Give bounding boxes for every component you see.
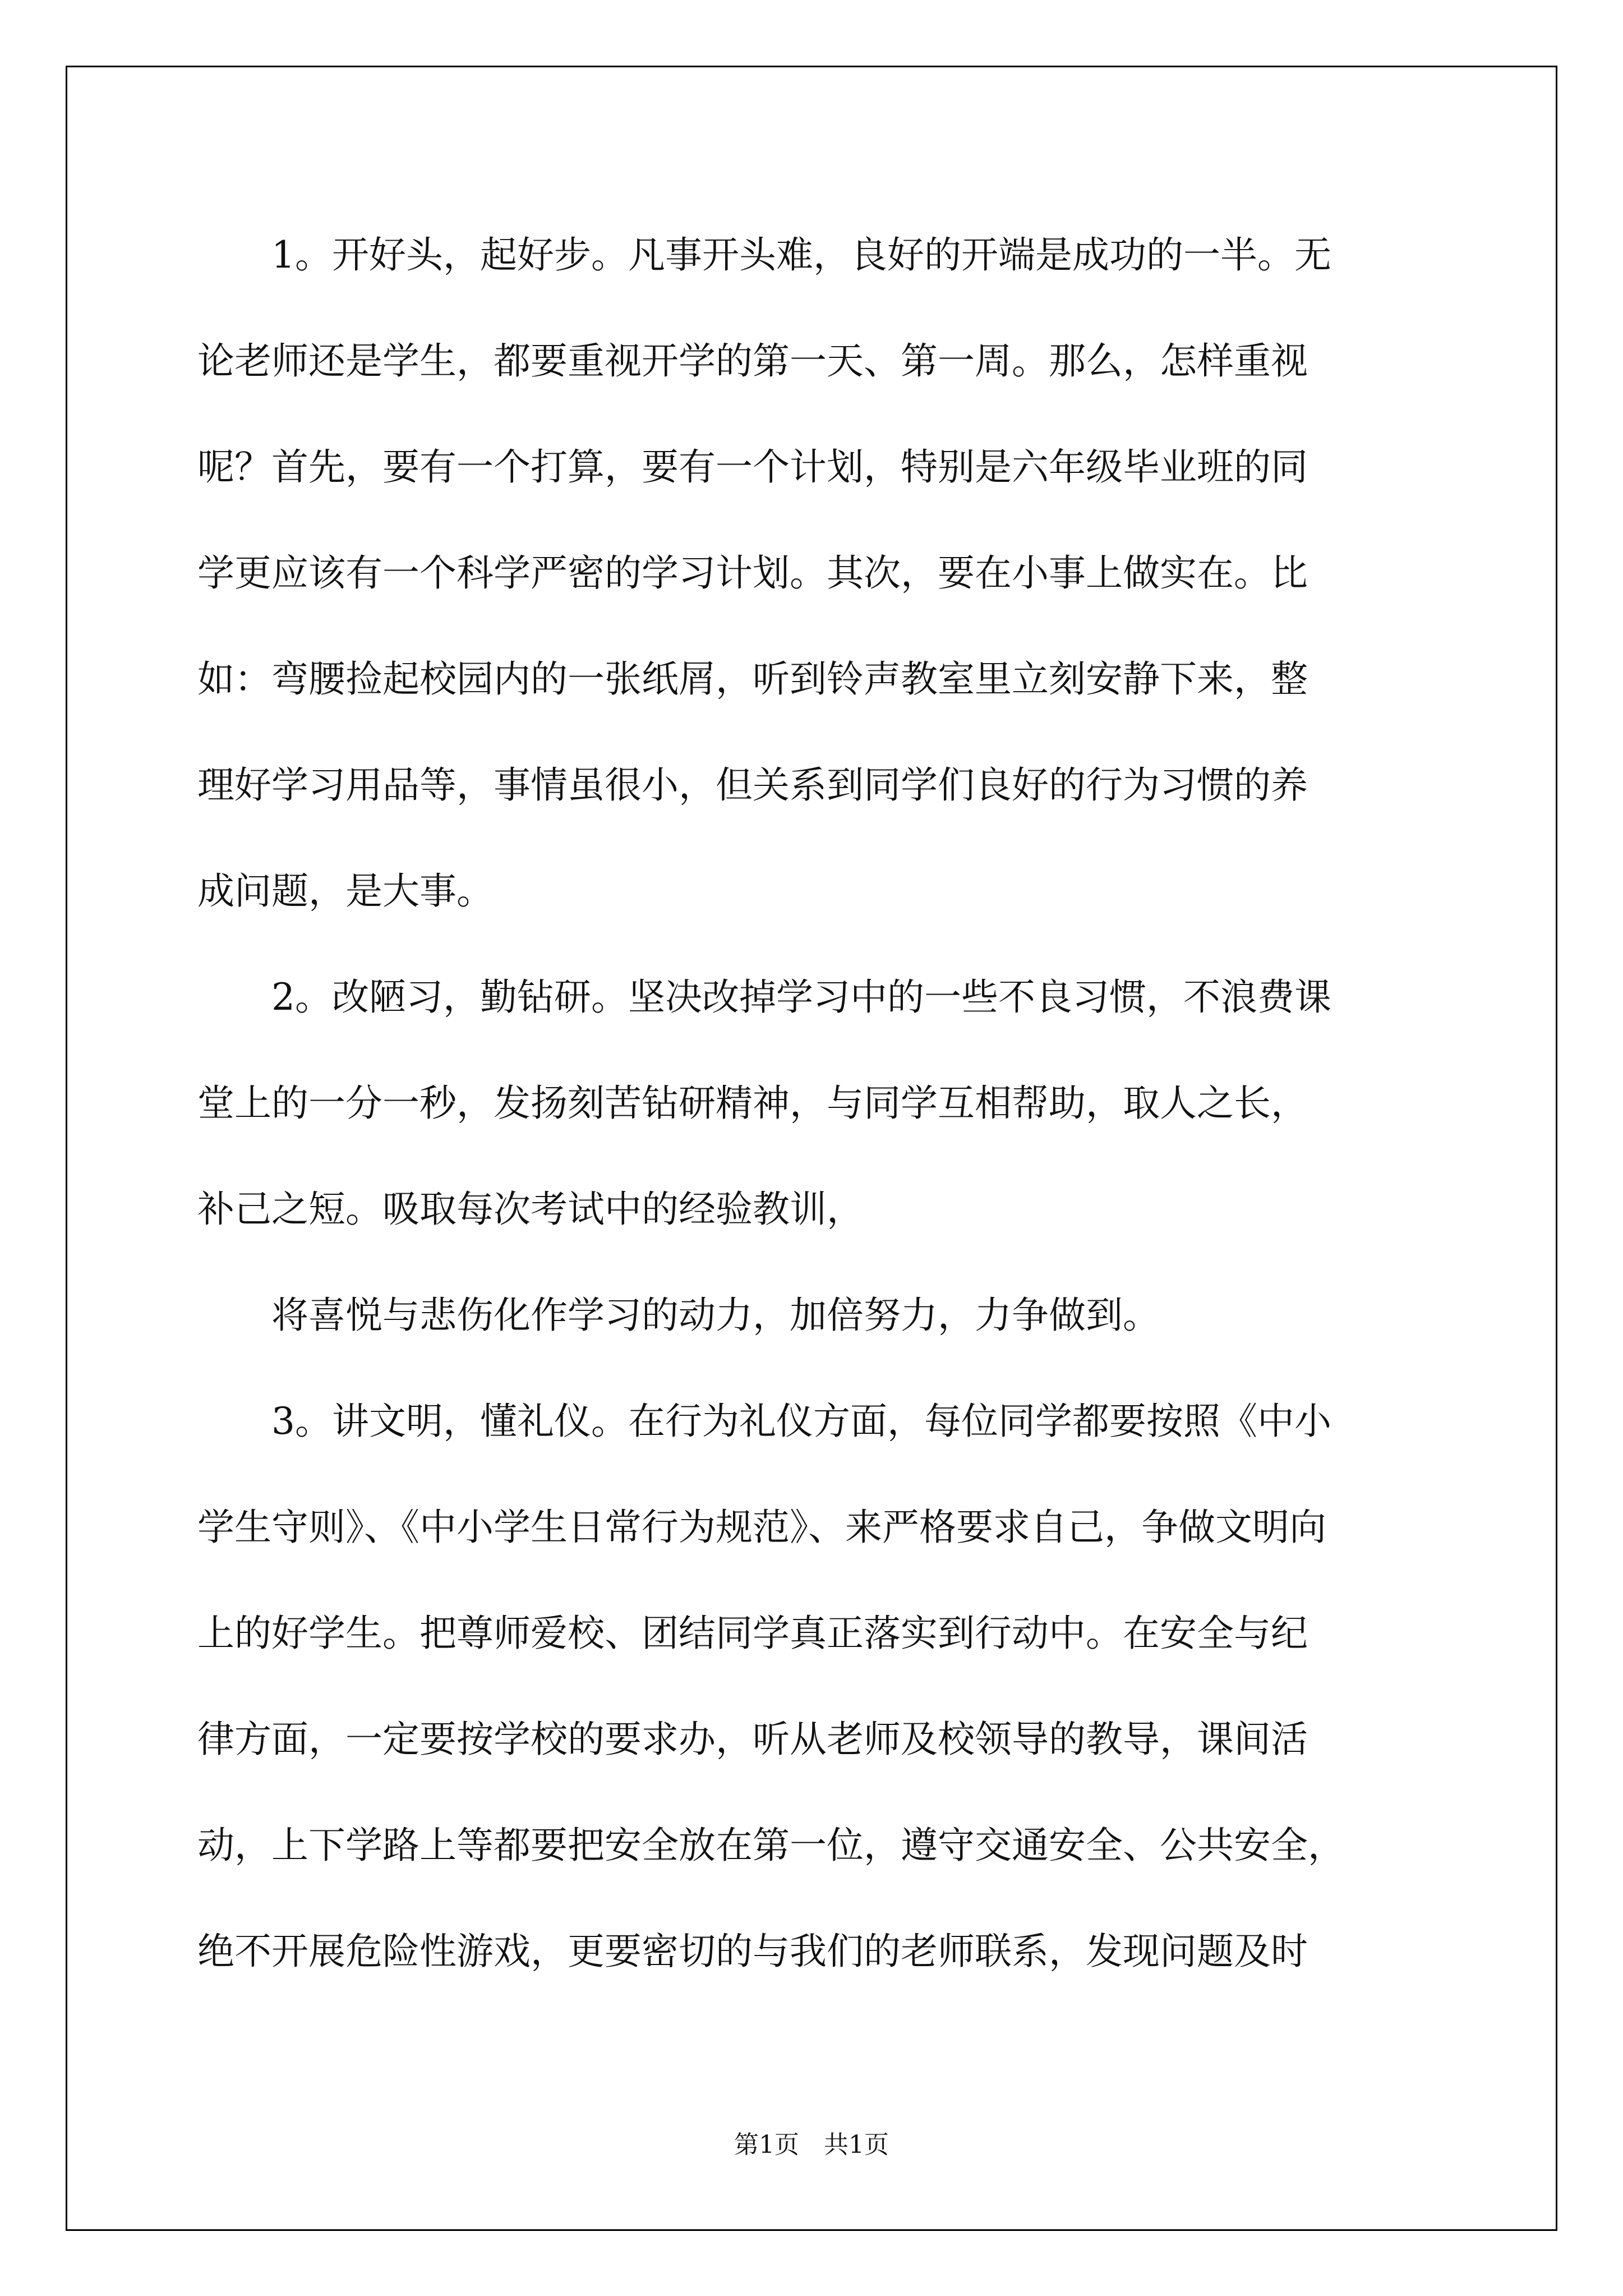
text-line: 成问题，是大事。 [197, 869, 494, 913]
text-line: 论老师还是学生，都要重视开学的第一天、第一周。那么，怎样重视 [197, 339, 1308, 383]
paragraph-4 [197, 1368, 1441, 2004]
paragraph-1 [197, 202, 1441, 944]
text-line: 理好学习用品等，事情虽很小，但关系到同学们良好的行为习惯的养 [197, 763, 1308, 807]
text-line: 1。开好头，起好步。凡事开头难，良好的开端是成功的一半。无 [271, 233, 1331, 277]
text-line: 如：弯腰捡起校园内的一张纸屑，听到铃声教室里立刻安静下来，整 [197, 657, 1308, 701]
text-line: 3。讲文明，懂礼仪。在行为礼仪方面，每位同学都要按照《中小 [271, 1400, 1331, 1443]
text-line: 上的好学生。把尊师爱校、团结同学真正落实到行动中。在安全与纪 [197, 1612, 1308, 1655]
text-line: 动，上下学路上等都要把安全放在第一位，遵守交通安全、公共安全， [197, 1824, 1345, 1867]
text-line: 堂上的一分一秒，发扬刻苦钻研精神，与同学互相帮助，取人之长， [197, 1082, 1308, 1125]
text-line: 将喜悦与悲伤化作学习的动力，加倍努力，力争做到。 [271, 1294, 1160, 1337]
text-line: 律方面，一定要按学校的要求办，听从老师及校领导的教导，课间活 [197, 1718, 1308, 1761]
text-line: 2。改陋习，勤钻研。坚决改掉学习中的一些不良习惯，不浪费课 [271, 976, 1331, 1019]
text-line: 呢？首先，要有一个打算，要有一个计划，特别是六年级毕业班的同 [197, 445, 1308, 489]
text-line: 学生守则》、《中小学生日常行为规范》、来严格要求自己，争做文明向 [197, 1506, 1326, 1549]
text-line: 绝不开展危险性游戏，更要密切的与我们的老师联系，发现问题及时 [197, 1930, 1308, 1973]
text-line: 学更应该有一个科学严密的学习计划。其次，要在小事上做实在。比 [197, 551, 1308, 595]
paragraph-3 [197, 1262, 1441, 1368]
paragraph-2 [197, 944, 1441, 1262]
document-body [197, 202, 1441, 2004]
page-footer: 第1页 共1页 [734, 2131, 889, 2159]
text-line: 补己之短。吸取每次考试中的经验教训， [197, 1188, 864, 1231]
